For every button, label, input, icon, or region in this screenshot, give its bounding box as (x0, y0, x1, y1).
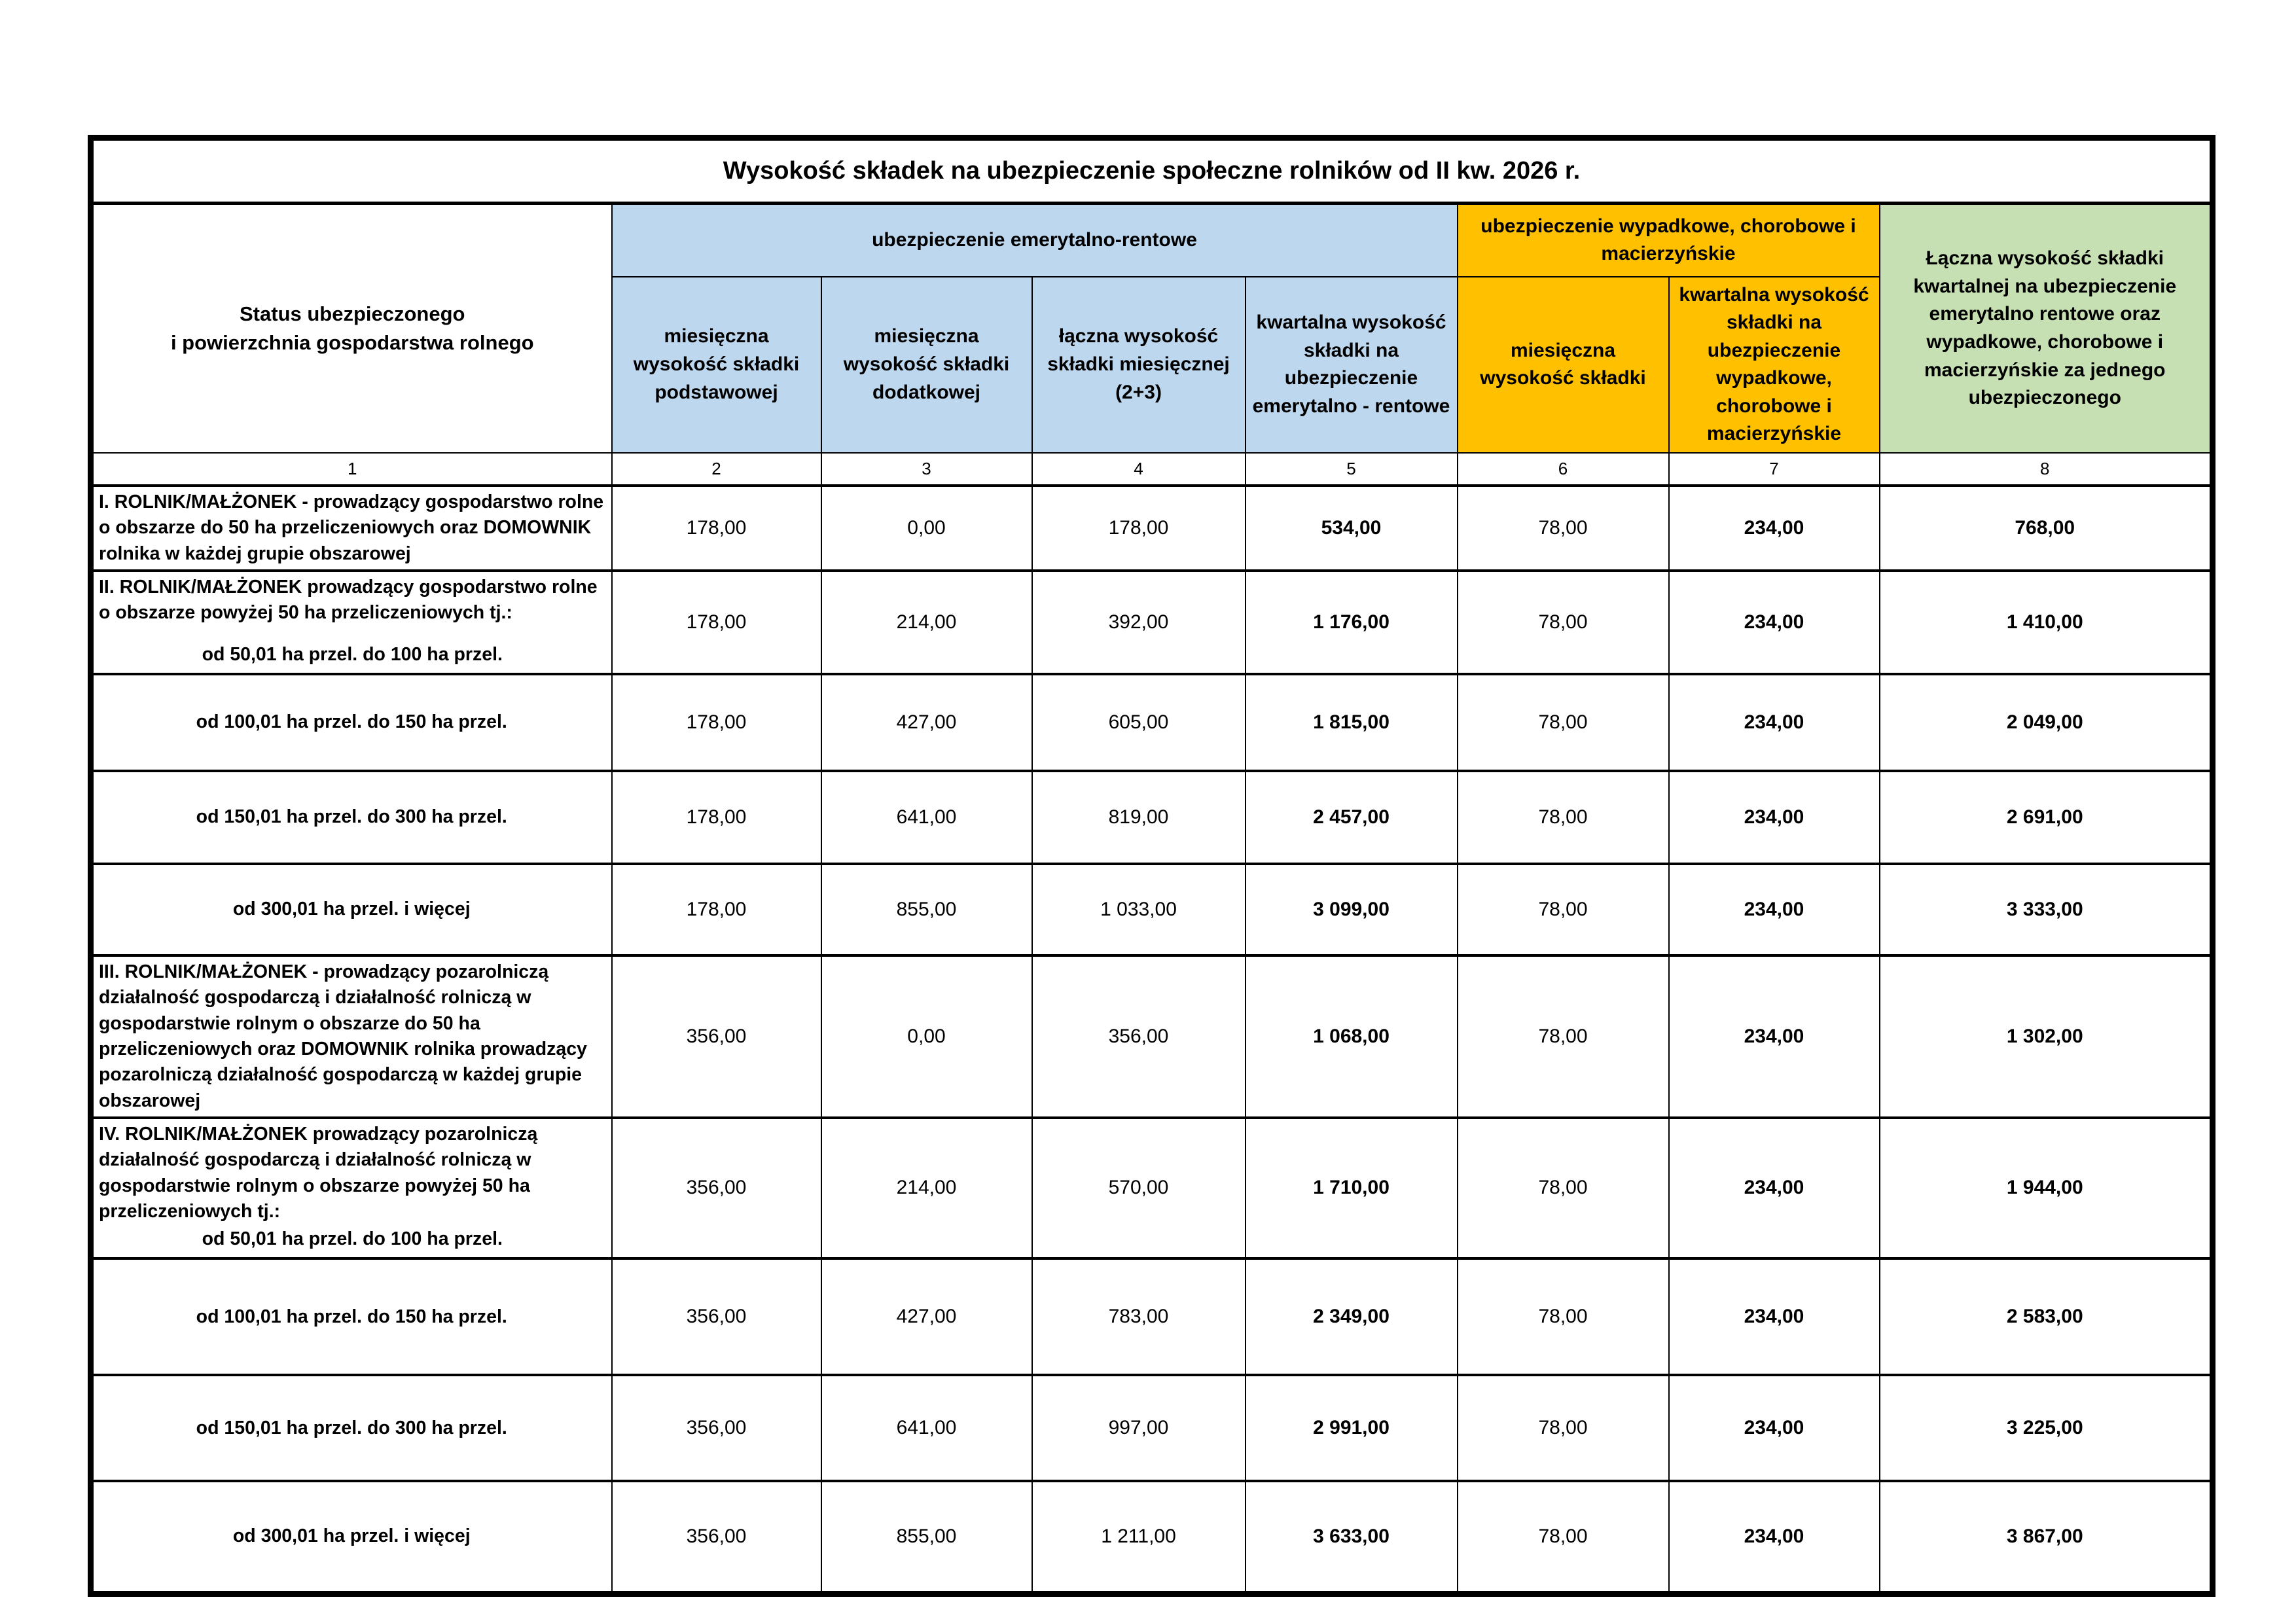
row-label (91, 571, 612, 674)
cell-value: 427,00 (821, 674, 1032, 771)
table-row-group-I (91, 486, 2213, 571)
cell-value: 178,00 (612, 571, 821, 674)
sub-header-quarterly-pension: kwartalna wysokość składki na ubezpieczenie emerytalno - rentowe (1246, 277, 1458, 454)
sub-header-accident-monthly: miesięczna wysokość składki (1458, 277, 1669, 454)
cell-value: 3 333,00 (1880, 864, 2213, 955)
cell-value: 234,00 (1669, 864, 1880, 955)
cell-value: 1 176,00 (1246, 571, 1458, 674)
cell-value: 3 633,00 (1246, 1481, 1458, 1594)
cell-value: 1 710,00 (1246, 1118, 1458, 1258)
row-label: od 100,01 ha przel. do 150 ha przel. (91, 1258, 612, 1375)
cell-value: 2 691,00 (1880, 771, 2213, 864)
cell-value: 2 349,00 (1246, 1258, 1458, 1375)
cell-value: 1 211,00 (1032, 1481, 1246, 1594)
cell-value: 783,00 (1032, 1258, 1246, 1375)
row-label: od 100,01 ha przel. do 150 ha przel. (91, 674, 612, 771)
cell-value: 2 049,00 (1880, 674, 2213, 771)
cell-value: 78,00 (1458, 1118, 1669, 1258)
row-label: od 150,01 ha przel. do 300 ha przel. (91, 771, 612, 864)
cell-value: 234,00 (1669, 1118, 1880, 1258)
row-label: od 150,01 ha przel. do 300 ha przel. (91, 1375, 612, 1481)
cell-value: 234,00 (1669, 1375, 1880, 1481)
row-label: od 300,01 ha przel. i więcej (91, 1481, 612, 1594)
cell-value: 214,00 (821, 1118, 1032, 1258)
table-row-range-300-plus-iv (91, 1481, 2213, 1594)
cell-value: 356,00 (612, 1118, 821, 1258)
cell-value: 605,00 (1032, 674, 1246, 771)
cell-value: 78,00 (1458, 1258, 1669, 1375)
cell-value: 178,00 (612, 486, 821, 571)
table-title: Wysokość składek na ubezpieczenie społeczne rolników od II kw. 2026 r. (91, 138, 2213, 204)
col-header-status-line1: Status ubezpieczonego (240, 302, 465, 326)
cell-value: 214,00 (821, 571, 1032, 674)
col-header-status (91, 204, 612, 454)
row-label: od 300,01 ha przel. i więcej (91, 864, 612, 955)
cell-value: 1 302,00 (1880, 955, 2213, 1118)
cell-value: 178,00 (612, 771, 821, 864)
table-row-group-II (91, 571, 2213, 674)
cell-value: 178,00 (1032, 486, 1246, 571)
column-number-6: 6 (1458, 453, 1669, 486)
row-label: III. ROLNIK/MAŁŻONEK - prowadzący pozarolniczą działalność gospodarczą i działalność rolniczą w gospodarstwie rolnym o obszarze do 50 ha przeliczeniowych oraz DOMOWNIK rolnika prowadzący pozarolniczą działalność gospodarczą w każdej grupie obszarowej (91, 955, 612, 1118)
group-header-accident: ubezpieczenie wypadkowe, chorobowe i macierzyńskie (1458, 204, 1880, 277)
cell-value: 997,00 (1032, 1375, 1246, 1481)
column-number-4: 4 (1032, 453, 1246, 486)
cell-value: 0,00 (821, 486, 1032, 571)
column-number-5: 5 (1246, 453, 1458, 486)
row-label (91, 1118, 612, 1258)
cell-value: 641,00 (821, 771, 1032, 864)
cell-value: 534,00 (1246, 486, 1458, 571)
cell-value: 2 991,00 (1246, 1375, 1458, 1481)
sub-header-additional-monthly: miesięczna wysokość składki dodatkowej (821, 277, 1032, 454)
table-row-range-300-plus (91, 864, 2213, 955)
cell-value: 234,00 (1669, 1481, 1880, 1594)
sub-header-basic-monthly: miesięczna wysokość składki podstawowej (612, 277, 821, 454)
row-label-range: od 50,01 ha przel. do 100 ha przel. (202, 643, 503, 665)
cell-value: 2 457,00 (1246, 771, 1458, 864)
row-label-main: IV. ROLNIK/MAŁŻONEK prowadzący pozarolniczą działalność gospodarczą i działalność rolniczą w gospodarstwie rolnym o obszarze powyżej 50 ha przeliczeniowych tj.: (99, 1124, 538, 1222)
cell-value: 2 583,00 (1880, 1258, 2213, 1375)
col-header-total: Łączna wysokość składki kwartalnej na ubezpieczenie emerytalno rentowe oraz wypadkowe, chorobowe i macierzyńskie za jednego ubezpieczonego (1880, 204, 2213, 454)
cell-value: 234,00 (1669, 771, 1880, 864)
row-label: I. ROLNIK/MAŁŻONEK - prowadzący gospodarstwo rolne o obszarze do 50 ha przeliczeniowych oraz DOMOWNIK rolnika w każdej grupie obszarowej (91, 486, 612, 571)
table-row-range-150-300-iv (91, 1375, 2213, 1481)
cell-value: 78,00 (1458, 955, 1669, 1118)
cell-value: 427,00 (821, 1258, 1032, 1375)
cell-value: 768,00 (1880, 486, 2213, 571)
cell-value: 0,00 (821, 955, 1032, 1118)
table-row-range-100-150 (91, 674, 2213, 771)
table-row-range-150-300 (91, 771, 2213, 864)
cell-value: 356,00 (612, 1258, 821, 1375)
cell-value: 3 225,00 (1880, 1375, 2213, 1481)
cell-value: 1 944,00 (1880, 1118, 2213, 1258)
cell-value: 1 815,00 (1246, 674, 1458, 771)
cell-value: 1 033,00 (1032, 864, 1246, 955)
table-row-group-III (91, 955, 2213, 1118)
cell-value: 178,00 (612, 674, 821, 771)
cell-value: 356,00 (612, 1375, 821, 1481)
cell-value: 78,00 (1458, 1481, 1669, 1594)
cell-value: 392,00 (1032, 571, 1246, 674)
contribution-table-sheet (88, 135, 2215, 1597)
cell-value: 234,00 (1669, 955, 1880, 1118)
cell-value: 3 867,00 (1880, 1481, 2213, 1594)
cell-value: 234,00 (1669, 486, 1880, 571)
row-label-range: od 50,01 ha przel. do 100 ha przel. (202, 1228, 503, 1249)
column-number-2: 2 (612, 453, 821, 486)
cell-value: 78,00 (1458, 571, 1669, 674)
cell-value: 570,00 (1032, 1118, 1246, 1258)
cell-value: 78,00 (1458, 864, 1669, 955)
column-number-8: 8 (1880, 453, 2213, 486)
row-label-main: II. ROLNIK/MAŁŻONEK prowadzący gospodarstwo rolne o obszarze powyżej 50 ha przeliczeniowych tj.: (99, 577, 598, 624)
col-header-status-line2: i powierzchnia gospodarstwa rolnego (170, 331, 534, 355)
cell-value: 855,00 (821, 1481, 1032, 1594)
cell-value: 78,00 (1458, 486, 1669, 571)
table-row-range-100-150-iv (91, 1258, 2213, 1375)
cell-value: 819,00 (1032, 771, 1246, 864)
cell-value: 234,00 (1669, 571, 1880, 674)
cell-value: 78,00 (1458, 1375, 1669, 1481)
column-number-1: 1 (91, 453, 612, 486)
cell-value: 178,00 (612, 864, 821, 955)
cell-value: 234,00 (1669, 674, 1880, 771)
group-header-pension: ubezpieczenie emerytalno-rentowe (612, 204, 1458, 277)
cell-value: 78,00 (1458, 674, 1669, 771)
cell-value: 1 410,00 (1880, 571, 2213, 674)
column-number-3: 3 (821, 453, 1032, 486)
sub-header-total-monthly: łączna wysokość składki miesięcznej (2+3) (1032, 277, 1246, 454)
cell-value: 356,00 (612, 1481, 821, 1594)
sub-header-accident-quarterly: kwartalna wysokość składki na ubezpieczenie wypadkowe, chorobowe i macierzyńskie (1669, 277, 1880, 454)
table-row-group-IV (91, 1118, 2213, 1258)
column-number-7: 7 (1669, 453, 1880, 486)
cell-value: 356,00 (1032, 955, 1246, 1118)
contribution-table (88, 135, 2215, 1597)
cell-value: 234,00 (1669, 1258, 1880, 1375)
cell-value: 1 068,00 (1246, 955, 1458, 1118)
cell-value: 3 099,00 (1246, 864, 1458, 955)
cell-value: 356,00 (612, 955, 821, 1118)
cell-value: 78,00 (1458, 771, 1669, 864)
cell-value: 855,00 (821, 864, 1032, 955)
cell-value: 641,00 (821, 1375, 1032, 1481)
